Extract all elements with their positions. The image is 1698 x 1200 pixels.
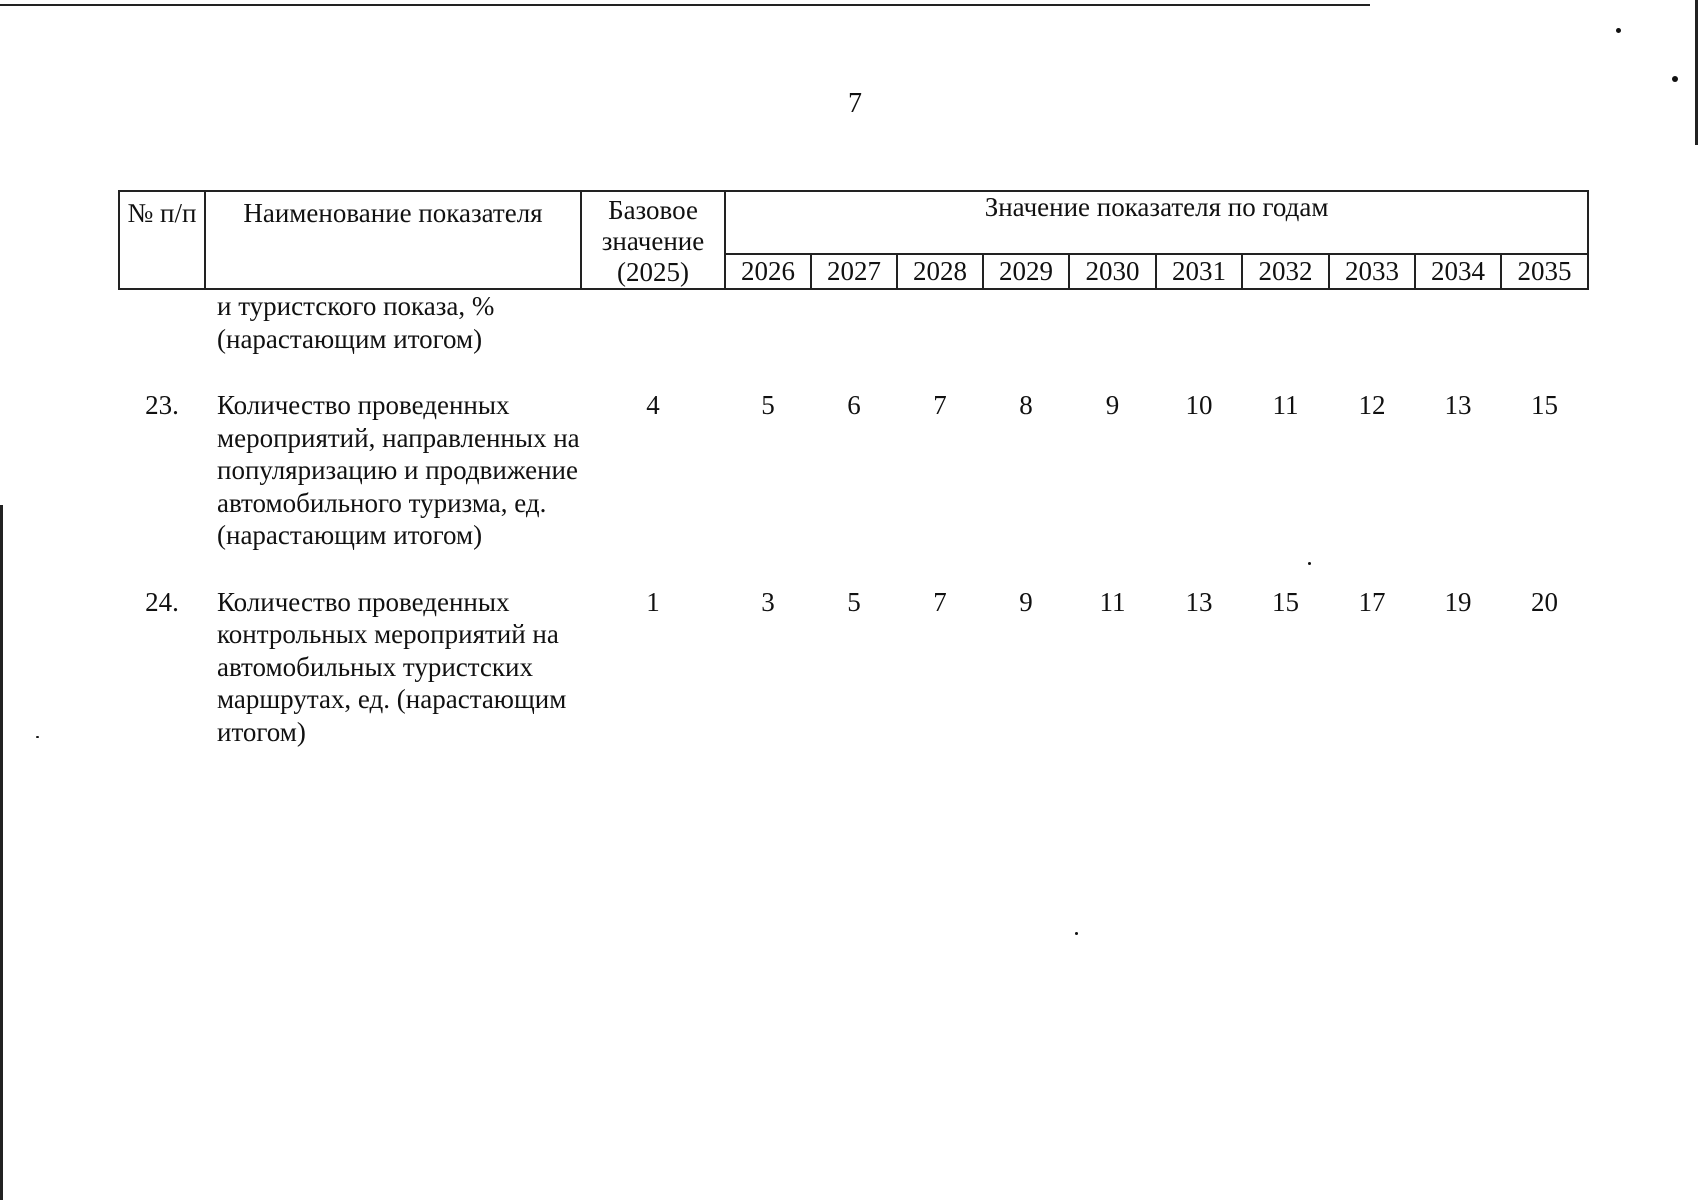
- row-year-value: 11: [1099, 586, 1126, 617]
- header-year: 2035: [1501, 254, 1588, 289]
- header-year: 2028: [897, 254, 983, 289]
- row-year-value: 6: [847, 390, 861, 420]
- row-year-value: 5: [847, 586, 861, 617]
- row-year-value: 17: [1358, 586, 1386, 617]
- scan-dot: [1672, 76, 1678, 82]
- row-year-value: 19: [1444, 586, 1472, 617]
- table-row: [119, 389, 1588, 586]
- header-num: № п/п: [119, 191, 205, 289]
- header-name: Наименование показателя: [205, 191, 581, 289]
- row-year-value: 13: [1444, 390, 1472, 420]
- row-year-value: 5: [761, 390, 775, 420]
- top-rule: [0, 4, 1370, 6]
- page-number: 7: [848, 88, 862, 119]
- row-year-value: 13: [1185, 586, 1213, 617]
- row-name: Количество проведенных контрольных мероприятий на автомобильных туристских маршрутах, ед. (нарастающим итогом): [217, 586, 567, 747]
- row-base-value: 4: [646, 390, 660, 420]
- header-year: 2030: [1069, 254, 1156, 289]
- row-year-value: 7: [933, 390, 947, 420]
- table-row: [119, 586, 1588, 783]
- row-year-value: 11: [1272, 390, 1299, 420]
- row-year-value: 3: [761, 586, 775, 617]
- row-year-value: 15: [1531, 390, 1559, 420]
- scan-edge: [0, 505, 3, 1200]
- header-year: 2033: [1329, 254, 1415, 289]
- row-year-value: 10: [1185, 390, 1213, 420]
- row-year-value: 7: [933, 586, 947, 617]
- row-base-value: 1: [646, 586, 660, 617]
- table-row-continuation: [119, 289, 1588, 389]
- row-name: и туристского показа, % (нарастающим итогом): [217, 291, 495, 354]
- header-base: Базовое значение (2025): [581, 191, 725, 289]
- header-years-title: Значение показателя по годам: [725, 191, 1588, 254]
- row-num: [119, 289, 205, 389]
- row-name: Количество проведенных мероприятий, направленных на популяризацию и продвижение автомобильного туризма, ед. (нарастающим итогом): [217, 390, 580, 550]
- indicators-table: [118, 190, 1589, 782]
- row-year-value: 9: [1105, 390, 1120, 420]
- row-year-value: 12: [1358, 390, 1386, 420]
- row-num: 23.: [145, 390, 179, 420]
- row-year-value: 8: [1019, 390, 1033, 420]
- header-year: 2029: [983, 254, 1069, 289]
- row-year-value: 9: [1019, 586, 1033, 617]
- row-num: 24.: [145, 586, 179, 617]
- scan-dot: [1616, 28, 1621, 33]
- row-values-empty: [581, 289, 1588, 389]
- header-year: 2031: [1156, 254, 1242, 289]
- scan-dot: [36, 736, 39, 738]
- row-year-value: 15: [1272, 586, 1299, 617]
- row-year-value: 20: [1531, 586, 1559, 617]
- scan-dot: [1075, 932, 1078, 935]
- header-year: 2032: [1242, 254, 1329, 289]
- header-year: 2027: [811, 254, 897, 289]
- header-year: 2034: [1415, 254, 1501, 289]
- header-year: 2026: [725, 254, 811, 289]
